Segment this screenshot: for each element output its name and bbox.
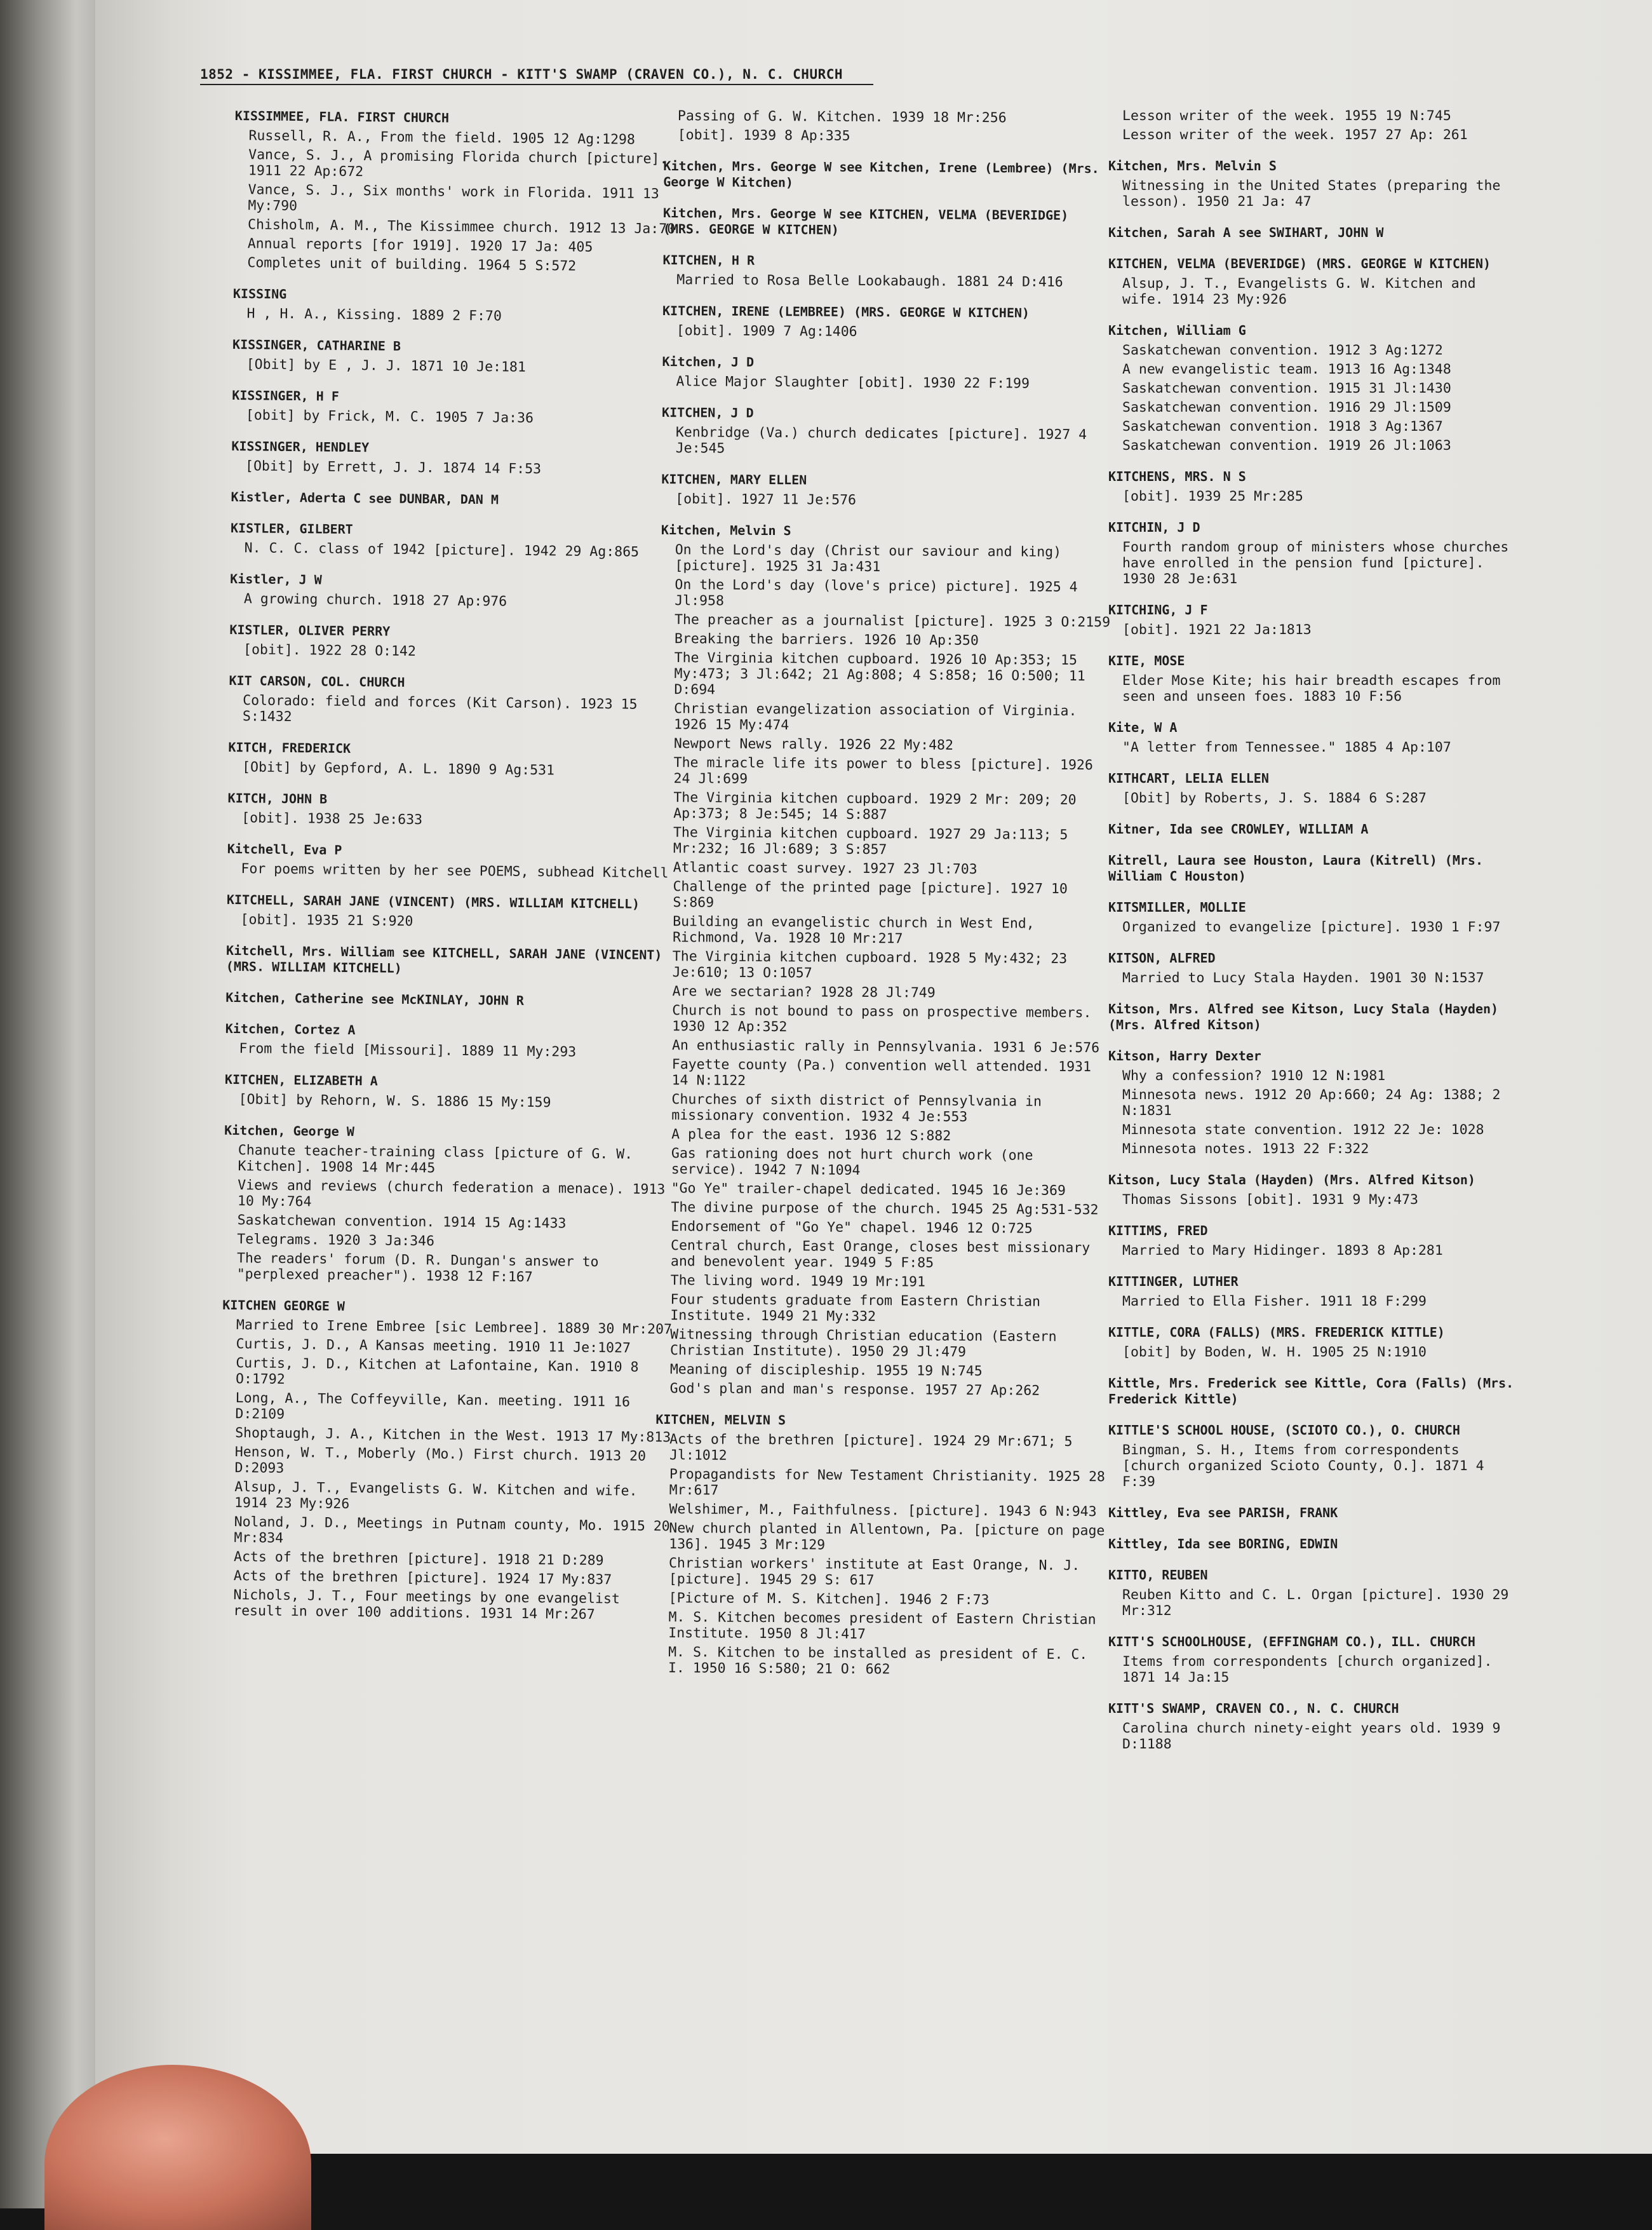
entry-heading: KISTLER, OLIVER PERRY: [229, 621, 391, 639]
entry-reference: The divine purpose of the church. 1945 25 Ag:531-532: [671, 1199, 1099, 1219]
entry-reference: [obit]. 1939 8 Ap:335: [677, 127, 850, 144]
index-column-3: [1108, 108, 1521, 1767]
entry-reference: Reuben Kitto and C. L. Organ [picture]. 1930 29 Mr:312: [1122, 1587, 1509, 1619]
entry-reference: A plea for the east. 1936 12 S:882: [671, 1126, 951, 1144]
entry-heading: KITCH, JOHN B: [227, 790, 328, 807]
entry-reference: Challenge of the printed page [picture]. 1927 10 S:869: [673, 879, 1068, 911]
page-header: 1852 - KISSIMMEE, FLA. FIRST CHURCH - KITT'S SWAMP (CRAVEN CO.), N. C. CHURCH: [200, 67, 873, 85]
entry-reference: Witnessing in the United States (preparing the lesson). 1950 21 Ja: 47: [1122, 178, 1501, 210]
entry-reference: Telegrams. 1920 3 Ja:346: [237, 1231, 435, 1250]
entry-heading: Kitson, Lucy Stala (Hayden) (Mrs. Alfred Kitson): [1108, 1172, 1475, 1187]
entry-reference: New church planted in Allentown, Pa. [picture on page 136]. 1945 3 Mr:129: [669, 1520, 1105, 1553]
entry-reference: Married to Ella Fisher. 1911 18 F:299: [1122, 1294, 1427, 1309]
entry-heading: KITT'S SWAMP, CRAVEN CO., N. C. CHURCH: [1108, 1701, 1399, 1716]
entry-heading: KITTLE'S SCHOOL HOUSE, (SCIOTO CO.), O. CHURCH: [1108, 1422, 1460, 1438]
entry-reference: An enthusiastic rally in Pennsylvania. 1931 6 Je:576: [671, 1037, 1100, 1057]
entry-reference: Kenbridge (Va.) church dedicates [picture]. 1927 4 Je:545: [675, 424, 1087, 457]
index-entry: [663, 205, 1114, 240]
index-entry: [1108, 900, 1521, 935]
entry-reference: Chisholm, A. M., The Kissimmee church. 1912 13 Ja:70: [247, 217, 676, 238]
entry-reference: Bingman, S. H., Items from correspondents [church organized Scioto County, O.]. 1871 4 F:39: [1122, 1442, 1484, 1490]
entry-reference: Noland, J. D., Meetings in Putnam county, Mo. 1915 20 Mr:834: [234, 1514, 670, 1546]
index-entry: [1108, 1172, 1521, 1208]
index-entry: [227, 790, 679, 830]
entry-reference: Saskatchewan convention. 1916 29 Jl:1509: [1122, 400, 1451, 416]
entry-reference: [obit] by Frick, M. C. 1905 7 Ja:36: [245, 407, 534, 426]
entry-reference: [Obit] by Roberts, J. S. 1884 6 S:287: [1122, 790, 1427, 806]
entry-reference: On the Lord's day (love's price) picture]. 1925 4 Jl:958: [675, 577, 1078, 609]
index-entry: [654, 1412, 1107, 1679]
entry-heading: KITCHIN, J D: [1108, 520, 1200, 535]
entry-reference: N. C. C. class of 1942 [picture]. 1942 29 Ag:865: [244, 540, 640, 560]
entry-heading: KITSON, ALFRED: [1108, 950, 1216, 966]
entry-reference: Long, A., The Coffeyville, Kan. meeting. 1911 16 D:2109: [235, 1390, 631, 1422]
entry-heading: KITCHING, J F: [1108, 602, 1208, 618]
index-entry: [225, 990, 676, 1010]
entry-reference: Carolina church ninety-eight years old. 1939 9 D:1188: [1122, 1720, 1501, 1752]
index-entry: [662, 252, 1113, 290]
entry-reference: Four students graduate from Eastern Christian Institute. 1949 21 My:332: [670, 1292, 1041, 1325]
index-entry: [1108, 520, 1521, 587]
entry-heading: KISSINGER, HENDLEY: [231, 438, 370, 456]
entry-reference: [Picture of M. S. Kitchen]. 1946 2 F:73: [668, 1590, 990, 1609]
index-entry: [232, 388, 683, 428]
entry-reference: Vance, S. J., Six months' work in Florida. 1911 13 My:790: [248, 182, 659, 215]
index-entry: [1108, 1274, 1521, 1309]
index-entry: [233, 108, 686, 275]
index-entry: [1108, 323, 1521, 454]
entry-heading: KISSING: [232, 285, 287, 302]
index-entry: [226, 943, 677, 979]
entry-reference: Curtis, J. D., Kitchen at Lafontaine, Kan. 1910 8 O:1792: [235, 1355, 639, 1388]
entry-reference: Fourth random group of ministers whose churches have enrolled in the pension fund [picture]. 1930 28 Je:631: [1122, 539, 1509, 587]
entry-reference: [Obit] by E , J. J. 1871 10 Je:181: [246, 356, 526, 375]
entry-heading: Kitchen, William G: [1108, 323, 1246, 338]
entry-reference: Minnesota notes. 1913 22 F:322: [1122, 1141, 1369, 1157]
index-entry: [1108, 1375, 1521, 1407]
entry-reference: Building an evangelistic church in West End, Richmond, Va. 1928 10 Mr:217: [672, 914, 1035, 947]
index-entry: [1108, 1325, 1521, 1360]
entry-reference: Colorado: field and forces (Kit Carson). 1923 15 S:1432: [242, 693, 638, 725]
entry-heading: KITCHENS, MRS. N S: [1108, 469, 1246, 484]
entry-heading: KITCH, FREDERICK: [228, 739, 351, 756]
entry-heading: KISSINGER, CATHARINE B: [232, 336, 401, 354]
entry-reference: [obit]. 1939 25 Mr:285: [1122, 489, 1303, 504]
entry-heading: Kitchell, Eva P: [227, 841, 342, 858]
entry-reference: Henson, W. T., Moberly (Mo.) First church. 1913 20 D:2093: [234, 1444, 647, 1477]
entry-reference: Annual reports [for 1919]. 1920 17 Ja: 405: [247, 236, 593, 255]
entry-reference: The miracle life its power to bless [picture]. 1926 24 Jl:699: [673, 755, 1093, 787]
entry-heading: Kitchen, Sarah A see SWIHART, JOHN W: [1108, 225, 1384, 240]
entry-heading: KITTLE, CORA (FALLS) (MRS. FREDERICK KITTLE): [1108, 1325, 1445, 1340]
entry-reference: The Virginia kitchen cupboard. 1928 5 My:432; 23 Je:610; 13 O:1057: [672, 949, 1068, 982]
entry-reference: The Virginia kitchen cupboard. 1927 29 Ja:113; 5 Mr:232; 16 Jl:689; 3 S:857: [673, 825, 1068, 858]
entry-reference: Russell, R. A., From the field. 1905 12 Ag:1298: [248, 128, 636, 148]
entry-reference: Atlantic coast survey. 1927 23 Jl:703: [673, 860, 977, 878]
entry-reference: Acts of the brethren [picture]. 1918 21 D:289: [233, 1549, 604, 1569]
index-entry: [1108, 821, 1521, 837]
entry-reference: Alsup, J. T., Evangelists G. W. Kitchen and wife. 1914 23 My:926: [234, 1479, 638, 1513]
index-entry: [1108, 1223, 1521, 1259]
entry-heading: KITT'S SCHOOLHOUSE, (EFFINGHAM CO.), ILL. CHURCH: [1108, 1634, 1475, 1649]
entry-reference: H , H. A., Kissing. 1889 2 F:70: [246, 306, 502, 325]
index-entry: [662, 405, 1113, 459]
entry-heading: KITCHEN, VELMA (BEVERIDGE) (MRS. GEORGE W KITCHEN): [1108, 256, 1491, 271]
entry-heading: KITCHEN, H R: [662, 252, 755, 268]
entry-reference: [obit]. 1922 28 O:142: [243, 642, 417, 660]
index-entry: [1108, 225, 1521, 241]
entry-reference: Saskatchewan convention. 1914 15 Ag:1433: [237, 1212, 567, 1232]
entry-reference: Married to Mary Hidinger. 1893 8 Ap:281: [1122, 1243, 1443, 1259]
index-entry: [231, 489, 682, 510]
index-entry: [1108, 1634, 1521, 1686]
index-entry: [231, 520, 682, 560]
entry-reference: [obit]. 1935 21 S:920: [240, 912, 413, 930]
entry-heading: Kitson, Mrs. Alfred see Kitson, Lucy Stala (Hayden) (Mrs. Alfred Kitson): [1108, 1001, 1499, 1032]
entry-reference: Gas rationing does not hurt church work (one service). 1942 7 N:1094: [671, 1145, 1033, 1179]
index-entry: [232, 286, 684, 326]
index-entry: [1108, 950, 1521, 986]
entry-reference: Nichols, J. T., Four meetings by one evangelist result in over 100 additions. 1931 14 Mr:267: [233, 1587, 620, 1623]
entry-reference: Central church, East Orange, closes best missionary and benevolent year. 1949 5 F:85: [670, 1238, 1091, 1271]
entry-reference: [Obit] by Gepford, A. L. 1890 9 Ag:531: [242, 759, 555, 779]
index-entry: [1108, 771, 1521, 806]
entry-heading: KITCHEN, MARY ELLEN: [661, 471, 807, 488]
entry-reference: On the Lord's day (Christ our saviour and king) [picture]. 1925 31 Ja:431: [675, 542, 1062, 576]
entry-reference: Witnessing through Christian education (Eastern Christian Institute). 1950 29 Jl:479: [669, 1327, 1057, 1360]
index-entry: [1108, 1701, 1521, 1752]
index-entry: [229, 622, 681, 662]
entry-heading: Kitchell, Mrs. William see KITCHELL, SARAH JANE (VINCENT) (MRS. WILLIAM KITCHELL): [225, 942, 662, 976]
entry-heading: Kistler, J W: [230, 571, 322, 588]
entry-reference: Fayette county (Pa.) convention well attended. 1931 14 N:1122: [671, 1057, 1092, 1089]
entry-reference: Saskatchewan convention. 1918 3 Ag:1367: [1122, 419, 1443, 435]
entry-reference: Completes unit of building. 1964 5 S:572: [247, 255, 577, 274]
entry-heading: Kitchen, Mrs. Melvin S: [1108, 158, 1277, 173]
entry-heading: KITTIMS, FRED: [1108, 1223, 1208, 1238]
index-entry: [1108, 1422, 1521, 1490]
entry-heading: Kittley, Eva see PARISH, FRANK: [1108, 1505, 1338, 1520]
entry-heading: KITE, MOSE: [1108, 653, 1185, 668]
entry-reference: Newport News rally. 1926 22 My:482: [673, 736, 954, 753]
entry-heading: KITCHEN, MELVIN S: [655, 1411, 786, 1428]
entry-heading: Kistler, Aderta C see DUNBAR, DAN M: [231, 489, 499, 508]
entry-heading: KISSINGER, H F: [232, 387, 339, 404]
index-entry: [1108, 602, 1521, 638]
entry-heading: Kitchen, George W: [224, 1122, 354, 1140]
entry-reference: Saskatchewan convention. 1912 3 Ag:1272: [1122, 342, 1443, 358]
entry-heading: KISSIMMEE, FLA. FIRST CHURCH: [234, 108, 450, 126]
entry-heading: KITCHEN, ELIZABETH A: [224, 1071, 378, 1089]
entry-heading: KITCHEN, J D: [662, 404, 754, 421]
entry-heading: Kittle, Mrs. Frederick see Kittle, Cora (Falls) (Mrs. Frederick Kittle): [1108, 1375, 1514, 1407]
index-entry: [662, 303, 1113, 341]
index-entry: [225, 1072, 676, 1112]
entry-reference: Are we sectarian? 1928 28 Jl:749: [672, 983, 936, 1001]
entry-reference: Married to Rosa Belle Lookabaugh. 1881 24 D:416: [676, 272, 1063, 290]
index-entry: [230, 571, 682, 611]
entry-reference: Alice Major Slaughter [obit]. 1930 22 F:199: [676, 374, 1030, 392]
entry-reference: Acts of the brethren [picture]. 1924 17 My:837: [233, 1568, 612, 1588]
entry-heading: Kitchen, Cortez A: [225, 1020, 356, 1038]
entry-reference: Why a confession? 1910 12 N:1981: [1122, 1068, 1386, 1084]
index-entry: [1108, 853, 1521, 884]
entry-reference: [obit]. 1927 11 Je:576: [675, 491, 857, 508]
entry-heading: Kitchen, Melvin S: [661, 522, 791, 539]
entry-reference: Married to Irene Embree [sic Lembree]. 1889 30 Mr:207: [236, 1317, 673, 1338]
entry-reference: "Go Ye" trailer-chapel dedicated. 1945 16 Je:369: [671, 1180, 1066, 1199]
entry-reference: Lesson writer of the week. 1957 27 Ap: 261: [1122, 127, 1468, 143]
entry-reference: [Obit] by Rehorn, W. S. 1886 15 My:159: [238, 1091, 551, 1111]
entry-reference: The readers' forum (D. R. Dungan's answer to "perplexed preacher"). 1938 12 F:167: [236, 1250, 599, 1286]
entry-heading: KITTO, REUBEN: [1108, 1567, 1208, 1583]
entry-reference: [obit] by Boden, W. H. 1905 25 N:1910: [1122, 1344, 1427, 1360]
entry-reference: M. S. Kitchen becomes president of Eastern Christian Institute. 1950 8 Jl:417: [668, 1609, 1096, 1642]
index-entry: [1108, 1505, 1521, 1521]
index-entry: [656, 522, 1112, 1399]
entry-heading: Kitrell, Laura see Houston, Laura (Kitrell) (Mrs. William C Houston): [1108, 853, 1484, 884]
entry-reference: Married to Lucy Stala Hayden. 1901 30 N:1537: [1122, 970, 1484, 986]
entry-reference: [obit]. 1909 7 Ag:1406: [676, 323, 857, 340]
index-entry: [661, 471, 1112, 510]
entry-reference: Breaking the barriers. 1926 10 Ap:350: [674, 631, 979, 649]
index-entry: [225, 1021, 676, 1061]
entry-reference: Acts of the brethren [picture]. 1924 29 Mr:671; 5 Jl:1012: [669, 1431, 1073, 1464]
entry-reference: Welshimer, M., Faithfulness. [picture]. 1943 6 N:943: [669, 1501, 1097, 1520]
entry-reference: Church is not bound to pass on prospective members. 1930 12 Ap:352: [672, 1003, 1092, 1036]
entry-heading: KIT CARSON, COL. CHURCH: [229, 672, 405, 690]
entry-reference: [Obit] by Errett, J. J. 1874 14 F:53: [245, 458, 542, 478]
entry-reference: Items from correspondents [church organized]. 1871 14 Ja:15: [1122, 1654, 1493, 1686]
index-entry: [663, 158, 1114, 193]
entry-reference: Curtis, J. D., A Kansas meeting. 1910 11 Je:1027: [236, 1336, 631, 1356]
entry-reference: Vance, S. J., A promising Florida church [picture]. 1911 22 Ap:672: [248, 147, 668, 180]
index-entry: [1108, 158, 1521, 210]
entry-reference: Chanute teacher-training class [picture of G. W. Kitchen]. 1908 14 Mr:445: [238, 1142, 633, 1177]
entry-reference: Alsup, J. T., Evangelists G. W. Kitchen and wife. 1914 23 My:926: [1122, 276, 1476, 307]
entry-reference: The preacher as a journalist [picture]. 1925 3 O:2159: [675, 612, 1111, 631]
entry-heading: KITCHEN GEORGE W: [222, 1297, 346, 1314]
entry-reference: A new evangelistic team. 1913 16 Ag:1348: [1122, 362, 1451, 377]
entry-reference: Saskatchewan convention. 1919 26 Jl:1063: [1122, 438, 1451, 454]
entry-reference: Shoptaugh, J. A., Kitchen in the West. 1913 17 My:813: [235, 1425, 671, 1446]
index-column-2: [654, 108, 1115, 1694]
index-entry: [1108, 720, 1521, 755]
entry-reference: Thomas Sissons [obit]. 1931 9 My:473: [1122, 1192, 1418, 1208]
index-entry: [1108, 1048, 1521, 1157]
entry-reference: From the field [Missouri]. 1889 11 My:293: [239, 1041, 577, 1060]
entry-reference: Minnesota state convention. 1912 22 Je: 1028: [1122, 1122, 1484, 1138]
index-entry: [219, 1297, 673, 1623]
index-entry: [1108, 256, 1521, 307]
index-entry: [1108, 1567, 1521, 1619]
index-entry: [226, 892, 678, 932]
entry-reference: Christian evangelization association of Virginia. 1926 15 My:474: [673, 701, 1077, 734]
entry-heading: Kitchen, Mrs. George W see KITCHEN, VELMA (BEVERIDGE) (MRS. GEORGE W KITCHEN): [662, 205, 1069, 238]
index-entry: [232, 337, 684, 377]
entry-reference: The Virginia kitchen cupboard. 1926 10 Ap:353; 15 My:473; 3 Jl:642; 21 Ag:808; 4 S:858; 16 O:500; 11 D:694: [674, 650, 1085, 698]
entry-reference: The Virginia kitchen cupboard. 1929 2 Mr: 209; 20 Ap:373; 8 Je:545; 14 S:887: [673, 790, 1077, 823]
index-entry: [229, 673, 680, 729]
entry-reference: Elder Mose Kite; his hair breadth escapes from seen and unseen foes. 1883 10 F:56: [1122, 673, 1501, 705]
entry-reference: The living word. 1949 19 Mr:191: [670, 1273, 926, 1290]
entry-reference: [obit]. 1938 25 Je:633: [241, 810, 423, 828]
entry-reference: Propagandists for New Testament Christianity. 1925 28 Mr:617: [669, 1466, 1105, 1499]
entry-reference: Organized to evangelize [picture]. 1930 1 F:97: [1122, 919, 1501, 935]
entry-reference: Views and reviews (church federation a menace). 1913 10 My:764: [237, 1177, 666, 1210]
entry-heading: KITHCART, LELIA ELLEN: [1108, 771, 1269, 786]
entry-heading: KISTLER, GILBERT: [230, 520, 353, 537]
entry-heading: KITCHEN, IRENE (LEMBREE) (MRS. GEORGE W KITCHEN): [662, 302, 1030, 321]
entry-reference: Saskatchewan convention. 1915 31 Jl:1430: [1122, 381, 1451, 396]
entry-reference: Meaning of discipleship. 1955 19 N:745: [669, 1362, 983, 1380]
entry-reference: Churches of sixth district of Pennsylvania in missionary convention. 1932 4 Je:553: [671, 1091, 1042, 1125]
index-entry: [231, 438, 683, 478]
entry-heading: Kittley, Ida see BORING, EDWIN: [1108, 1536, 1338, 1551]
entry-reference: Minnesota news. 1912 20 Ap:660; 24 Ag: 1388; 2 N:1831: [1122, 1087, 1501, 1119]
index-entry: [1108, 653, 1521, 705]
entry-reference: [obit]. 1921 22 Ja:1813: [1122, 622, 1312, 638]
index-column-1: [219, 108, 686, 1639]
index-entry: [1108, 1001, 1521, 1033]
entry-reference: God's plan and man's response. 1957 27 Ap:262: [669, 1381, 1040, 1399]
entry-heading: Kitchen, Mrs. George W see Kitchen, Irene (Lembree) (Mrs. George W Kitchen): [663, 158, 1099, 191]
index-entry: [227, 841, 678, 881]
entry-heading: Kite, W A: [1108, 720, 1178, 735]
entry-reference: A growing church. 1918 27 Ap:976: [243, 591, 507, 610]
index-entry: [228, 740, 680, 780]
entry-heading: KITTINGER, LUTHER: [1108, 1274, 1239, 1289]
index-entry: [1108, 469, 1521, 504]
entry-heading: Kitner, Ida see CROWLEY, WILLIAM A: [1108, 821, 1369, 837]
index-entry: [1108, 108, 1521, 143]
index-entry: [223, 1123, 676, 1287]
entry-heading: Kitchen, Catherine see McKINLAY, JOHN R: [225, 989, 525, 1008]
index-entry: [662, 354, 1113, 392]
entry-reference: Lesson writer of the week. 1955 19 N:745: [1122, 108, 1451, 124]
entry-heading: KITCHELL, SARAH JANE (VINCENT) (MRS. WILLIAM KITCHELL): [226, 891, 640, 912]
entry-heading: Kitson, Harry Dexter: [1108, 1048, 1261, 1064]
entry-reference: Endorsement of "Go Ye" chapel. 1946 12 O:725: [671, 1219, 1033, 1237]
index-entry: [664, 108, 1115, 145]
entry-reference: For poems written by her see POEMS, subhead Kitchell: [241, 861, 669, 882]
entry-reference: Passing of G. W. Kitchen. 1939 18 Mr:256: [677, 108, 1007, 126]
index-entry: [1108, 1536, 1521, 1552]
entry-reference: "A letter from Tennessee." 1885 4 Ap:107: [1122, 740, 1451, 755]
entry-reference: M. S. Kitchen to be installed as president of E. C. I. 1950 16 S:580; 21 O: 662: [668, 1644, 1088, 1678]
entry-heading: Kitchen, J D: [662, 353, 755, 370]
entry-reference: Christian workers' institute at East Orange, N. J. [picture]. 1945 29 S: 617: [668, 1555, 1080, 1589]
entry-heading: KITSMILLER, MOLLIE: [1108, 900, 1246, 915]
